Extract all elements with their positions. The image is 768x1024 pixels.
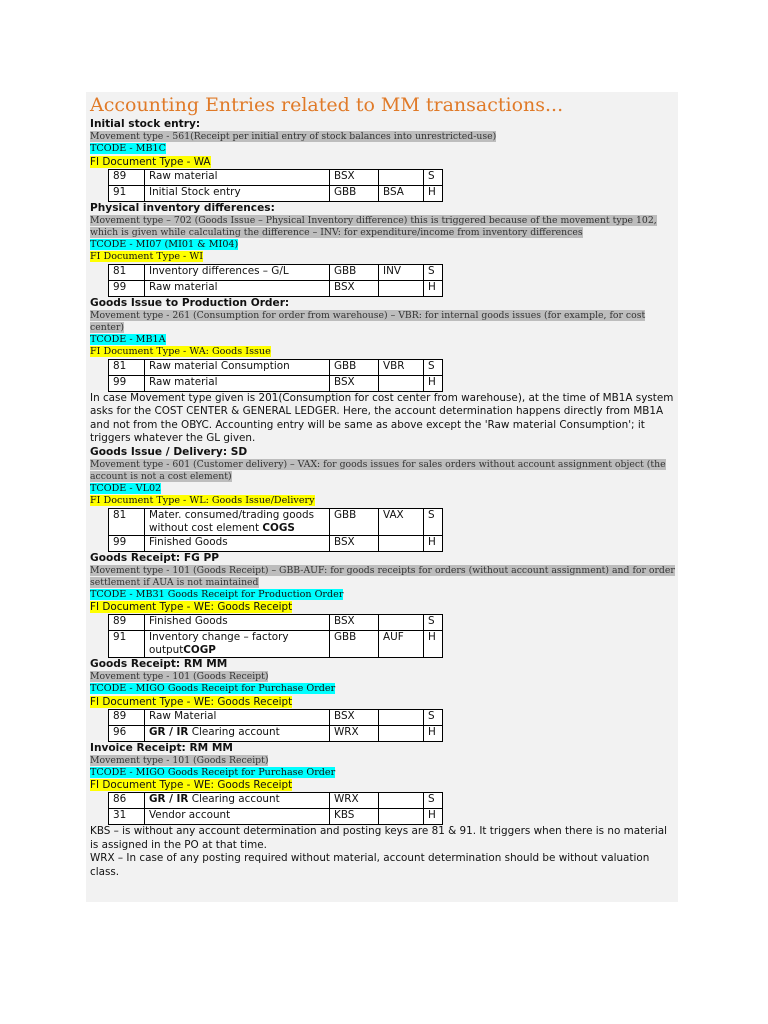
- debit-credit: H: [424, 185, 443, 201]
- table-row: [109, 169, 443, 185]
- debit-credit: H: [424, 535, 443, 551]
- section-heading-physical-inventory: Physical inventory differences:: [90, 201, 275, 214]
- account-modifier: [379, 793, 424, 809]
- entry-description: Inventory differences – G/L: [145, 264, 330, 280]
- posting-key: 99: [109, 535, 145, 551]
- posting-key: 81: [109, 264, 145, 280]
- entry-description: GR / IR Clearing account: [145, 725, 330, 741]
- account-modifier: [379, 169, 424, 185]
- tcode-ir-rm: TCODE - MIGO Goods Receipt for Purchase Order: [90, 766, 336, 778]
- section-heading-initial-stock: Initial stock entry:: [90, 118, 201, 130]
- debit-credit: H: [424, 280, 443, 296]
- movement-type-gr-fg: Movement type - 101 (Goods Receipt) – GBB-AUF: for goods receipts for orders (without account assignment) and for order settlement if AUA is not maintained: [90, 564, 675, 588]
- transaction-key: BSX: [330, 709, 379, 725]
- transaction-key: BSX: [330, 535, 379, 551]
- debit-credit: H: [424, 725, 443, 741]
- posting-key: 81: [109, 359, 145, 375]
- debit-credit: H: [424, 375, 443, 391]
- account-modifier: [379, 615, 424, 631]
- debit-credit: H: [424, 631, 443, 658]
- tcode-gi-production: TCODE - MB1A: [90, 333, 166, 345]
- entry-description: Raw material Consumption: [145, 359, 330, 375]
- footer-note-kbs: KBS – is without any account determination and posting keys are 81 & 91. It triggers when there is no material is assigned in the PO at that time.: [90, 825, 667, 851]
- entry-description: Initial Stock entry: [145, 185, 330, 201]
- entries-table-gr-rm: [108, 709, 443, 742]
- posting-key: 89: [109, 169, 145, 185]
- entry-description: Raw material: [145, 169, 330, 185]
- entry-description: Finished Goods: [145, 535, 330, 551]
- table-row: [109, 185, 443, 201]
- cogp-label: COGP: [183, 644, 216, 656]
- account-modifier: [379, 725, 424, 741]
- table-row: [109, 359, 443, 375]
- transaction-key: GBB: [330, 264, 379, 280]
- tcode-initial: TCODE - MB1C: [90, 143, 166, 154]
- posting-key: 91: [109, 185, 145, 201]
- section-heading-gr-fg: Goods Receipt: FG PP: [90, 551, 219, 564]
- posting-key: 86: [109, 793, 145, 809]
- debit-credit: S: [424, 615, 443, 631]
- section-heading-ir-rm: Invoice Receipt: RM MM: [90, 741, 233, 754]
- tcode-physical: TCODE - MI07 (MI01 & MI04): [90, 238, 239, 250]
- account-modifier: [379, 809, 424, 825]
- fi-doc-type-ir-rm: FI Document Type - WE: Goods Receipt: [90, 779, 293, 791]
- posting-key: 81: [109, 508, 145, 535]
- entry-description: Raw material: [145, 375, 330, 391]
- entries-table-initial: [108, 169, 443, 202]
- fi-doc-type-gi-production: FI Document Type - WA: Goods Issue: [90, 346, 271, 357]
- entry-description: Mater. consumed/trading goods without cost element COGS: [145, 508, 330, 535]
- fi-doc-type-initial: FI Document Type - WA: [90, 155, 211, 168]
- debit-credit: H: [424, 809, 443, 825]
- posting-key: 99: [109, 375, 145, 391]
- table-row: [109, 793, 443, 809]
- entries-table-gi-production: [108, 359, 443, 392]
- entries-table-physical: [108, 264, 443, 297]
- note-movement-201: In case Movement type given is 201(Consumption for cost center from warehouse), at the time of MB1A system asks for the COST CENTER & GENERAL LEDGER. Here, the account determination happens directly from MB1A and not from the OBYC. Accounting entry will be same as above except the 'Raw material Consumption'; it triggers whatever the GL given.: [90, 391, 674, 444]
- account-modifier: BSA: [379, 185, 424, 201]
- fi-doc-type-gr-fg: FI Document Type - WE: Goods Receipt: [90, 601, 293, 613]
- transaction-key: BSX: [330, 280, 379, 296]
- movement-type-initial: Movement type - 561(Receipt per initial entry of stock balances into unrestricted-use): [90, 131, 497, 142]
- fi-doc-type-gr-rm: FI Document Type - WE: Goods Receipt: [90, 695, 293, 708]
- debit-credit: S: [424, 508, 443, 535]
- account-modifier: VAX: [379, 508, 424, 535]
- entries-table-ir-rm: [108, 792, 443, 825]
- table-row: [109, 631, 443, 658]
- page-title: Accounting Entries related to MM transactions...: [90, 94, 564, 116]
- account-modifier: [379, 375, 424, 391]
- tcode-gr-rm: TCODE - MIGO Goods Receipt for Purchase Order: [90, 683, 336, 694]
- table-row: [109, 709, 443, 725]
- posting-key: 31: [109, 809, 145, 825]
- movement-type-ir-rm: Movement type - 101 (Goods Receipt): [90, 754, 269, 766]
- posting-key: 89: [109, 709, 145, 725]
- fi-doc-type-physical: FI Document Type - WI: [90, 251, 204, 262]
- entry-description: Vendor account: [145, 809, 330, 825]
- section-heading-gi-delivery: Goods Issue / Delivery: SD: [90, 445, 248, 458]
- transaction-key: GBB: [330, 508, 379, 535]
- section-heading-gr-rm: Goods Receipt: RM MM: [90, 658, 228, 670]
- entry-description: Finished Goods: [145, 615, 330, 631]
- table-row: [109, 280, 443, 296]
- fi-doc-type-gi-delivery: FI Document Type - WL: Goods Issue/Delivery: [90, 495, 315, 506]
- transaction-key: BSX: [330, 615, 379, 631]
- debit-credit: S: [424, 359, 443, 375]
- table-row: [109, 508, 443, 535]
- table-row: [109, 264, 443, 280]
- entry-description: GR / IR Clearing account: [145, 793, 330, 809]
- account-modifier: AUF: [379, 631, 424, 658]
- account-modifier: VBR: [379, 359, 424, 375]
- transaction-key: GBB: [330, 359, 379, 375]
- account-modifier: [379, 709, 424, 725]
- transaction-key: BSX: [330, 375, 379, 391]
- entries-table-gr-fg: [108, 614, 443, 658]
- transaction-key: WRX: [330, 793, 379, 809]
- debit-credit: S: [424, 264, 443, 280]
- movement-type-gi-production: Movement type - 261 (Consumption for order from warehouse) – VBR: for internal goods issues (for example, for cost center): [90, 309, 646, 333]
- transaction-key: WRX: [330, 725, 379, 741]
- transaction-key: GBB: [330, 185, 379, 201]
- transaction-key: GBB: [330, 631, 379, 658]
- posting-key: 89: [109, 615, 145, 631]
- table-row: [109, 535, 443, 551]
- table-row: [109, 615, 443, 631]
- account-modifier: INV: [379, 264, 424, 280]
- gr-ir-label: GR / IR: [149, 725, 189, 738]
- section-heading-gi-production: Goods Issue to Production Order:: [90, 296, 290, 309]
- table-row: [109, 725, 443, 741]
- transaction-key: BSX: [330, 169, 379, 185]
- table-row: [109, 809, 443, 825]
- document-page: [86, 92, 678, 902]
- footer-note-wrx: WRX – In case of any posting required without material, account determination should be without valuation class.: [90, 852, 650, 878]
- gr-ir-label: GR / IR: [149, 793, 189, 805]
- movement-type-gr-rm: Movement type - 101 (Goods Receipt): [90, 671, 269, 682]
- movement-type-physical: Movement type – 702 (Goods Issue – Physical Inventory difference) this is triggered because of the movement type 102, which is given while calculating the difference – INV: for expenditure/income from inventory differences: [90, 214, 657, 238]
- entries-table-gi-delivery: [108, 508, 443, 552]
- entry-description: Raw material: [145, 280, 330, 296]
- posting-key: 96: [109, 725, 145, 741]
- posting-key: 99: [109, 280, 145, 296]
- account-modifier: [379, 535, 424, 551]
- debit-credit: S: [424, 709, 443, 725]
- cogs-label: COGS: [262, 521, 295, 534]
- debit-credit: S: [424, 169, 443, 185]
- movement-type-gi-delivery: Movement type - 601 (Customer delivery) – VAX: for goods issues for sales orders without account assignment object (the account is not a cost element): [90, 458, 666, 482]
- debit-credit: S: [424, 793, 443, 809]
- account-modifier: [379, 280, 424, 296]
- entry-description: Inventory change – factory outputCOGP: [145, 631, 330, 658]
- table-row: [109, 375, 443, 391]
- tcode-gi-delivery: TCODE - VL02: [90, 482, 162, 494]
- entry-description: Raw Material: [145, 709, 330, 725]
- tcode-gr-fg: TCODE - MB31 Goods Receipt for Production Order: [90, 588, 344, 600]
- posting-key: 91: [109, 631, 145, 658]
- transaction-key: KBS: [330, 809, 379, 825]
